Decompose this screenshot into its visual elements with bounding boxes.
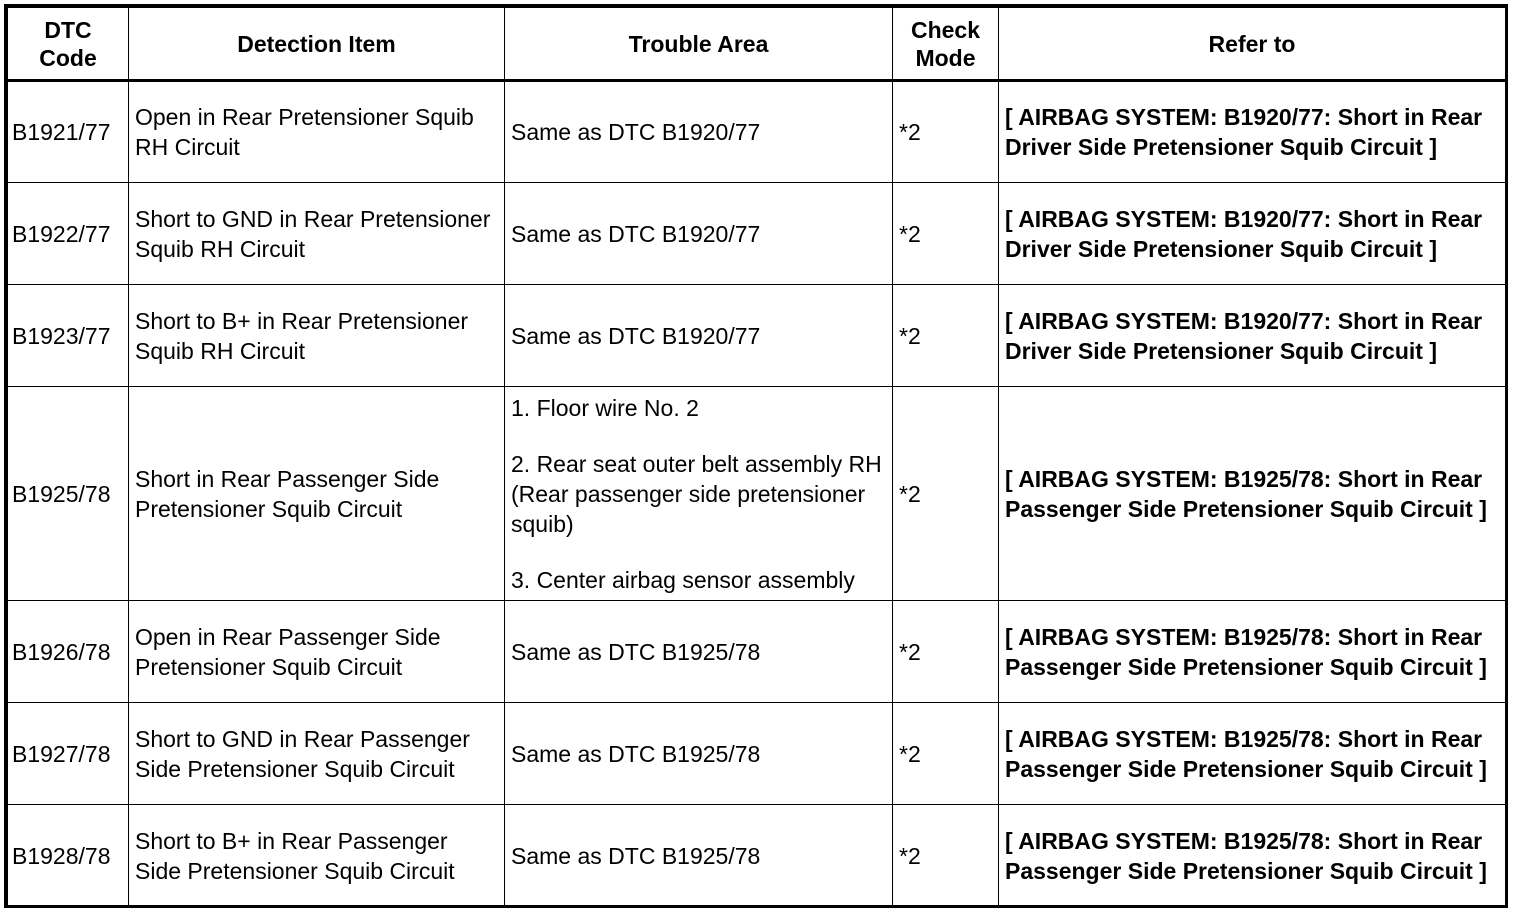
- dtc-table: [7, 7, 1506, 907]
- trouble-area-cell: [505, 387, 893, 601]
- dtc-code-cell: B1927/78: [8, 703, 129, 805]
- table-row: [8, 285, 1506, 387]
- check-mode-cell: *2: [893, 285, 999, 387]
- refer-to-link[interactable]: [ AIRBAG SYSTEM: B1920/77: Short in Rear Driver Side Pretensioner Squib Circuit ]: [999, 285, 1506, 387]
- table-row: [8, 183, 1506, 285]
- detection-item-cell: Short to GND in Rear Pretensioner Squib RH Circuit: [129, 183, 505, 285]
- header-check-mode: Check Mode: [893, 8, 999, 81]
- trouble-area-cell: Same as DTC B1925/78: [505, 805, 893, 907]
- refer-to-link[interactable]: [ AIRBAG SYSTEM: B1920/77: Short in Rear Driver Side Pretensioner Squib Circuit ]: [999, 81, 1506, 183]
- check-mode-cell: *2: [893, 387, 999, 601]
- dtc-code-cell: B1923/77: [8, 285, 129, 387]
- refer-to-link[interactable]: [ AIRBAG SYSTEM: B1925/78: Short in Rear Passenger Side Pretensioner Squib Circuit ]: [999, 601, 1506, 703]
- detection-item-cell: Short to GND in Rear Passenger Side Pretensioner Squib Circuit: [129, 703, 505, 805]
- detection-item-cell: Open in Rear Pretensioner Squib RH Circuit: [129, 81, 505, 183]
- check-mode-cell: *2: [893, 183, 999, 285]
- check-mode-cell: *2: [893, 805, 999, 907]
- detection-item-cell: Short to B+ in Rear Passenger Side Pretensioner Squib Circuit: [129, 805, 505, 907]
- table-row: [8, 81, 1506, 183]
- trouble-area-item: 3. Center airbag sensor assembly: [511, 566, 855, 593]
- trouble-area-item: 2. Rear seat outer belt assembly RH (Rear passenger side pretensioner squib): [511, 450, 882, 537]
- dtc-code-cell: B1928/78: [8, 805, 129, 907]
- dtc-code-cell: B1925/78: [8, 387, 129, 601]
- check-mode-cell: *2: [893, 81, 999, 183]
- refer-to-link[interactable]: [ AIRBAG SYSTEM: B1925/78: Short in Rear Passenger Side Pretensioner Squib Circuit ]: [999, 805, 1506, 907]
- table-row: [8, 805, 1506, 907]
- refer-to-link[interactable]: [ AIRBAG SYSTEM: B1920/77: Short in Rear Driver Side Pretensioner Squib Circuit ]: [999, 183, 1506, 285]
- table-row: [8, 387, 1506, 601]
- trouble-area-cell: Same as DTC B1925/78: [505, 601, 893, 703]
- refer-to-link[interactable]: [ AIRBAG SYSTEM: B1925/78: Short in Rear Passenger Side Pretensioner Squib Circuit ]: [999, 703, 1506, 805]
- dtc-table-frame: [4, 4, 1508, 908]
- refer-to-link[interactable]: [ AIRBAG SYSTEM: B1925/78: Short in Rear Passenger Side Pretensioner Squib Circuit ]: [999, 387, 1506, 601]
- dtc-code-cell: B1921/77: [8, 81, 129, 183]
- detection-item-cell: Short in Rear Passenger Side Pretensioner Squib Circuit: [129, 387, 505, 601]
- check-mode-cell: *2: [893, 601, 999, 703]
- table-row: [8, 601, 1506, 703]
- header-row: [8, 8, 1506, 81]
- table-row: [8, 703, 1506, 805]
- detection-item-cell: Short to B+ in Rear Pretensioner Squib RH Circuit: [129, 285, 505, 387]
- trouble-area-cell: Same as DTC B1920/77: [505, 81, 893, 183]
- header-dtc-code: DTC Code: [8, 8, 129, 81]
- detection-item-cell: Open in Rear Passenger Side Pretensioner Squib Circuit: [129, 601, 505, 703]
- check-mode-cell: *2: [893, 703, 999, 805]
- header-detection-item: Detection Item: [129, 8, 505, 81]
- dtc-code-cell: B1922/77: [8, 183, 129, 285]
- trouble-area-cell: Same as DTC B1925/78: [505, 703, 893, 805]
- header-refer-to: Refer to: [999, 8, 1506, 81]
- trouble-area-item: 1. Floor wire No. 2: [511, 394, 699, 421]
- header-trouble-area: Trouble Area: [505, 8, 893, 81]
- trouble-area-cell: Same as DTC B1920/77: [505, 183, 893, 285]
- dtc-code-cell: B1926/78: [8, 601, 129, 703]
- trouble-area-cell: Same as DTC B1920/77: [505, 285, 893, 387]
